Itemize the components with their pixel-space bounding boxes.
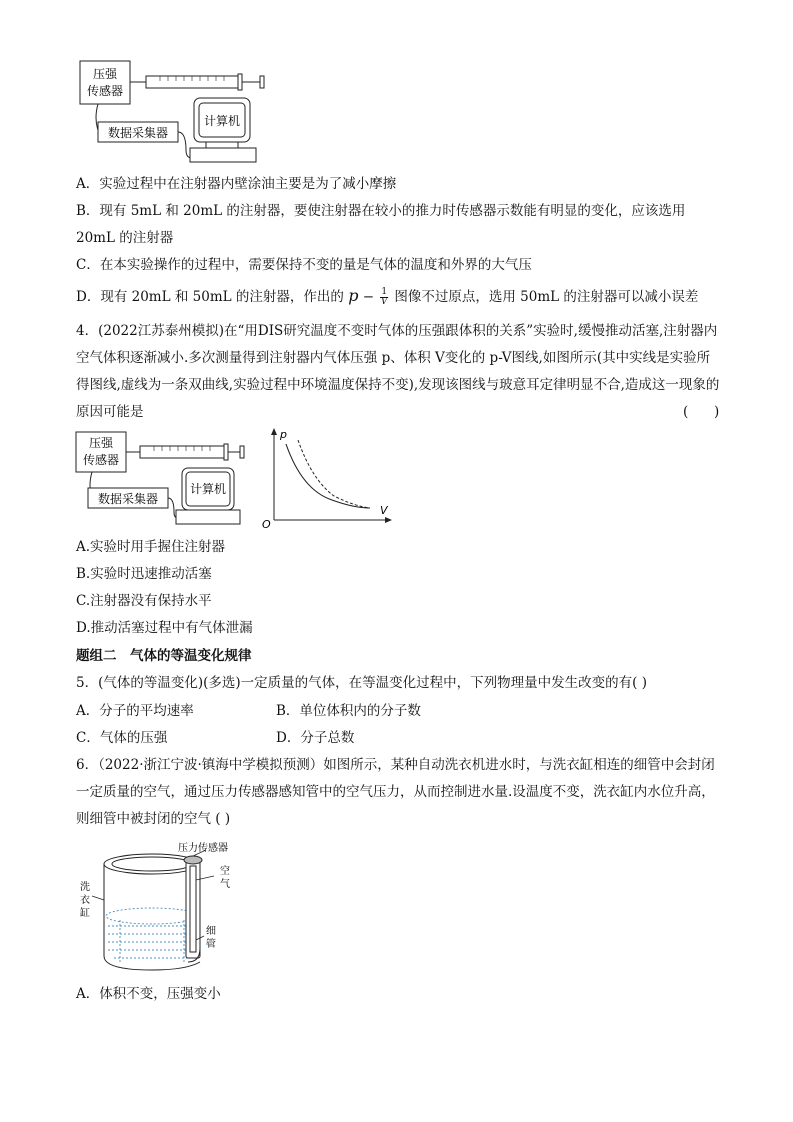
q4-option-a: A.实验时用手握住注射器 [76, 539, 226, 555]
sensor-label-line2: 传感器 [86, 84, 124, 98]
q5-option-b: B．单位体积内的分子数 [276, 703, 421, 719]
q3-fraction-numerator: 1 [381, 287, 388, 297]
q4-stem: 4．(2022江苏泰州模拟)在“用DIS研究温度不变时气体的压强跟体积的关系”实验时,缓慢推动活塞,注射器内空气体积逐渐减小.多次测量得到注射器内气体压强 p、体积 V变化的 p-V图线,如图所示(其中实线是实验所得图线,虚线为一条双曲线,实验过程中环境温度保持不变),发现该图线与玻意耳定律明显不合,造成这一现象的原因可能是 [76, 323, 720, 420]
q3-option-d [76, 286, 698, 307]
q3-formula-p: p [348, 286, 359, 305]
q6-stem: 6．（2022·浙江宁波·镇海中学模拟预测）如图所示，某种自动洗衣机进水时，与洗衣缸相连的细管中会封闭一定质量的空气，通过压力传感器感知管中的空气压力，从而控制进水量.设温度不变，洗衣缸内水位升高，则细管中被封闭的空气 ( ) [76, 757, 715, 827]
computer2-label: 计算机 [189, 482, 227, 496]
sensor2-label-line2: 传感器 [82, 453, 120, 467]
pv-dashed-hyperbola [298, 440, 370, 508]
q3-formula-minus: − [362, 289, 375, 305]
tub-label-1: 洗 [80, 882, 90, 893]
washing-machine-figure [74, 840, 250, 980]
q4-option-d: D.推动活塞过程中有气体泄漏 [76, 620, 253, 636]
q4-option-b: B.实验时迅速推动活塞 [76, 566, 212, 582]
q3-option-c: C．在本实验操作的过程中，需要保持不变的量是气体的温度和外界的大气压 [76, 257, 532, 273]
pv-graph-origin: O [262, 518, 271, 530]
q3-option-b-line2: 20mL 的注射器 [76, 230, 174, 246]
pv-graph-y-label: p [280, 428, 287, 441]
air-label-2: 气 [220, 879, 230, 890]
q5-stem: 5．(气体的等温变化)(多选)一定质量的气体，在等温变化过程中，下列物理量中发生改变的有( ) [76, 675, 647, 691]
pv-solid-curve [286, 444, 370, 508]
pv-graph [258, 426, 394, 530]
q3-option-d-prefix: D．现有 20mL 和 50mL 的注射器，作出的 [76, 289, 344, 305]
apparatus-figure-2 [74, 430, 246, 528]
apparatus-figure-1 [76, 58, 266, 164]
q5-option-d: D．分子总数 [276, 730, 355, 746]
q4-option-c: C.注射器没有保持水平 [76, 593, 212, 609]
sensor2-label-line1: 压强 [88, 436, 114, 450]
q5-option-c: C．气体的压强 [76, 730, 168, 746]
group2-heading: 题组二 气体的等温变化规律 [76, 648, 252, 664]
q3-option-d-suffix: 图像不过原点，选用 50mL 的注射器可以减小误差 [394, 289, 699, 305]
q3-option-a: A．实验过程中在注射器内壁涂油主要是为了减小摩擦 [76, 176, 397, 192]
pv-graph-x-label: V [380, 504, 388, 517]
q3-formula-fraction [380, 288, 388, 307]
computer-label: 计算机 [203, 114, 241, 128]
q5-option-a: A．分子的平均速率 [76, 703, 194, 719]
q3-option-b-line1: B．现有 5mL 和 20mL 的注射器，要使注射器在较小的推力时传感器示数能有明显的变化，应该选用 [76, 203, 686, 219]
q3-fraction-denominator: V [380, 297, 388, 307]
tube-label-1: 细 [206, 926, 216, 937]
q4-answer-bracket: ( ) [683, 404, 720, 420]
pressure-sensor-label: 压力传感器 [178, 843, 228, 854]
tub-label-2: 衣 [80, 895, 90, 906]
collector2-label: 数据采集器 [97, 492, 159, 506]
tub-label-3: 缸 [80, 908, 90, 919]
air-label-1: 空 [220, 866, 230, 877]
tube-label-2: 管 [206, 939, 216, 950]
sensor-label-line1: 压强 [92, 67, 118, 81]
q6-option-a: A．体积不变，压强变小 [76, 986, 221, 1002]
collector-label: 数据采集器 [107, 126, 169, 140]
